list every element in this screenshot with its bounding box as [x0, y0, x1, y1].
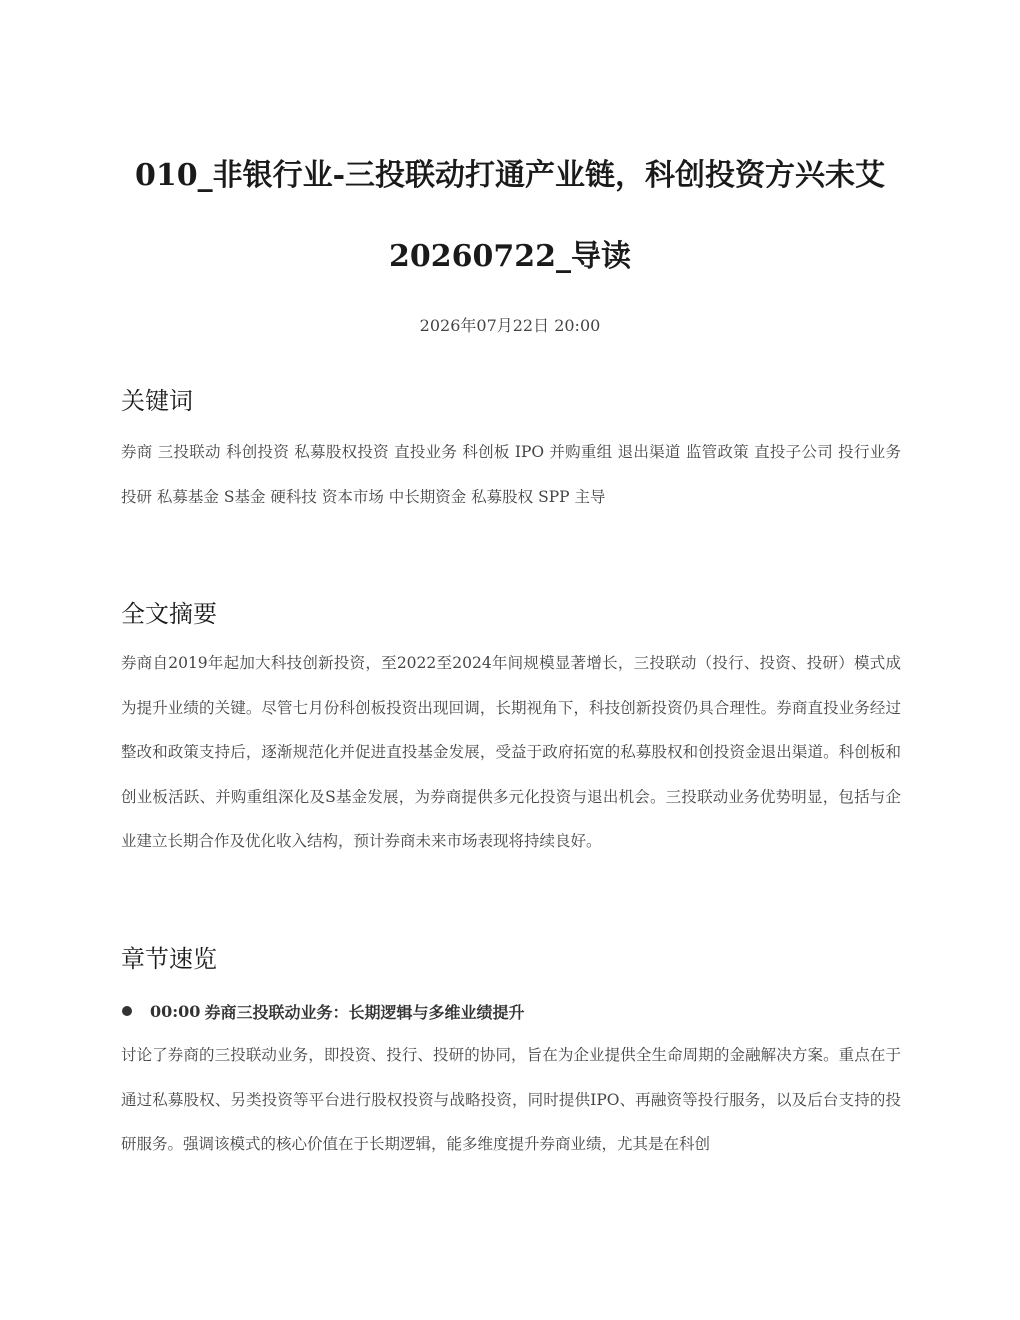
summary-heading: 全文摘要 [121, 600, 217, 628]
bullet-icon [122, 1006, 132, 1016]
publish-date: 2026年07月22日 20:00 [419, 316, 601, 335]
keywords-heading: 关键词 [121, 387, 193, 415]
chapter-timestamp: 00:00 [150, 1001, 201, 1021]
summary-text: 券商自2019年起加大科技创新投资，至2022至2024年间规模显著增长，三投联动（投行、投资、投研）模式成为提升业绩的关键。尽管七月份科创板投资出现回调，长期视角下，科技创新投资仍具合理性。券商直投业务经过整改和政策支持后，逐渐规范化并促进直投基金发展，受益于政府拓宽的私募股权和创投资金退出渠道。科创板和创业板活跃、并购重组深化及S基金发展，为券商提供多元化投资与退出机会。三投联动业务优势明显，包括与企业建立长期合作及优化收入结构，预计券商未来市场表现将持续良好。 [121, 654, 901, 850]
chapter-text: 讨论了券商的三投联动业务，即投资、投行、投研的协同，旨在为企业提供全生命周期的金融解决方案。重点在于通过私募股权、另类投资等平台进行股权投资与战略投资，同时提供IPO、再融资等投行服务，以及后台支持的投研服务。强调该模式的核心价值在于长期逻辑，能多维度提升券商业绩，尤其是在科创 [121, 1046, 901, 1153]
keywords-text: 券商 三投联动 科创投资 私募股权投资 直投业务 科创板 IPO 并购重组 退出渠道 监管政策 直投子公司 投行业务 投研 私募基金 S基金 硬科技 资本市场 中长期资金 私募股权 SPP 主导 [121, 443, 901, 506]
document-title-line-2: 20260722_导读 [389, 239, 631, 274]
document-title-line-1: 010_非银行业-三投联动打通产业链，科创投资方兴未艾 [134, 158, 886, 193]
chapter-title: 券商三投联动业务：长期逻辑与多维业绩提升 [204, 1002, 525, 1022]
chapter-item-header [121, 997, 524, 1025]
chapters-heading: 章节速览 [121, 945, 217, 973]
